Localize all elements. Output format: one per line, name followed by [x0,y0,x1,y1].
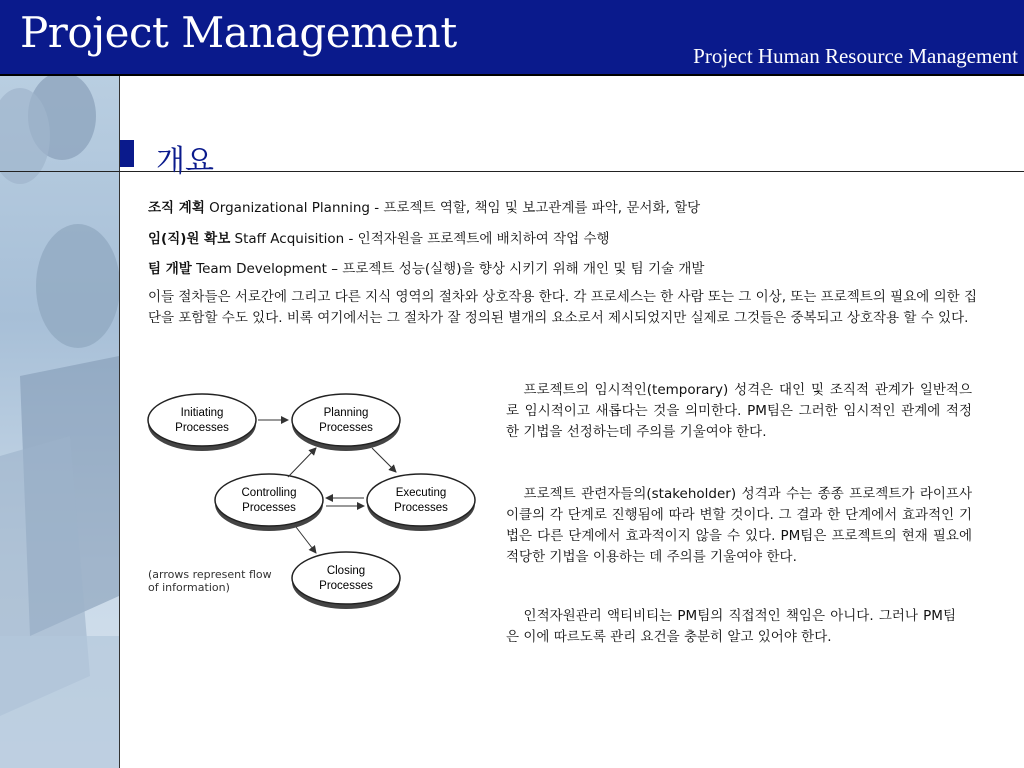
svg-text:Processes: Processes [242,502,296,514]
title-bar [0,0,1024,76]
svg-text:Processes: Processes [319,580,373,592]
item-staff-acquisition: 임(직)원 확보 Staff Acquisition - 인적자원을 프로젝트에 배치하여 작업 수행 [148,231,610,247]
svg-text:Closing: Closing [326,565,366,577]
node-initiating [148,394,256,451]
diagram-note: (arrows represent flow of information) [148,568,272,594]
section-title: 개요 [156,144,214,179]
svg-text:Executing: Executing [395,487,447,499]
svg-text:Processes: Processes [394,502,448,514]
svg-text:Controlling: Controlling [241,487,297,499]
right-paragraph-2: 프로젝트 관련자들의(stakeholder) 성격과 수는 종종 프로젝트가 라이프사이클의 각 단계로 진행됨에 따라 변할 것이다. 그 결과 한 단계에서 효과적인 기법은 다른 단계에서 효과적이지 않을 수 있다. PM팀은 프로젝트의 현재 필요에 적당한 기법을 이용하는 데 주의를 기울여야 한다. [506,486,972,565]
sidebar-photo [0,76,120,768]
node-controlling [215,474,323,531]
node-closing [292,552,400,609]
svg-text:Processes: Processes [175,422,229,434]
slide-title: Project Management [20,8,457,57]
svg-text:Planning: Planning [323,407,369,419]
node-executing [367,474,475,531]
right-paragraph-3: 인적자원관리 액티비티는 PM팀의 직접적인 책임은 아니다. 그러나 PM팀은 이에 따르도록 관리 요건을 충분히 알고 있어야 한다. [506,608,956,645]
svg-text:Processes: Processes [319,422,373,434]
slide-subtitle: Project Human Resource Management [693,44,1018,68]
intro-paragraph: 이들 절차들은 서로간에 그리고 다른 지식 영역의 절차와 상호작용 한다. 각 프로세스는 한 사람 또는 그 이상, 또는 프로젝트의 필요에 의한 집단을 포함할 수도 있다. 비록 여기에서는 그 절차가 잘 정의된 별개의 요소로서 제시되었지만 실제로 그것들은 중복되고 상호작용 할 수 있다. [148,289,977,326]
svg-text:Initiating: Initiating [180,407,224,419]
businessmen-photo [0,76,119,768]
item-org-planning: 조직 계획 Organizational Planning - 프로젝트 역할, 책임 및 보고관계를 파악, 문서화, 할당 [148,200,701,216]
node-planning [292,394,400,451]
right-paragraph-1: 프로젝트의 임시적인(temporary) 성격은 대인 및 조직적 관계가 일반적으로 임시적이고 새롭다는 것을 의미한다. PM팀은 그러한 임시적인 관계에 적정한 기법을 선정하는데 주의를 기울여야 한다. [506,382,972,440]
section-bullet-icon [120,140,134,167]
item-team-development: 팀 개발 Team Development – 프로젝트 성능(실행)을 향상 시키기 위해 개인 및 팀 기술 개발 [148,261,705,277]
section-divider [0,171,1024,172]
